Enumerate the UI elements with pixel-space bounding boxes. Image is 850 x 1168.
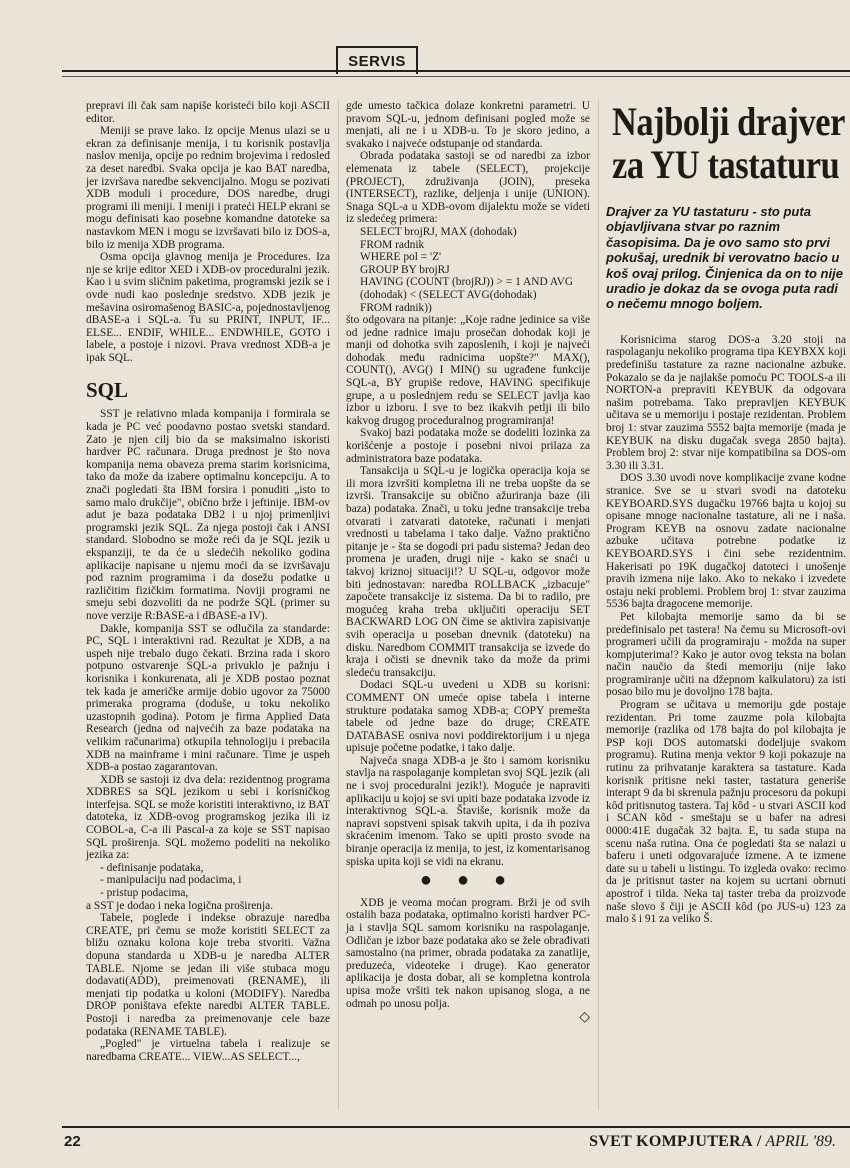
paragraph: Korisnicima starog DOS-a 3.20 stoji na raspolaganju nekoliko programa tipa KEYBXX koji predefinišu tastature za razne nacionalne azbuke. Pokazalo se da je najlakše pomoću PC TOOLS-a ili NORTON-a prepraviti KEYBUK da odgovara našim potrebama. Tako prepravljen KEYBUK učitava se u memoriju i postaje rezidentan. Problem broj 1: stvar zauzima 5552 bajta memorije (mada je KEYBUK na disku dugačak svega 2850 bajta). Problem broj 2: stvar nije kompatibilna sa DOS-om 3.30 ili 3.31. bbox=[606, 333, 846, 472]
paragraph: gde umesto tačkica dolaze konkretni parametri. U pravom SQL-u, jednom definisani pogled može se menjati, ali ne i u XDB-u. To je skoro jedino, a svakako i najveće odstupanje od standarda. bbox=[346, 100, 590, 150]
list-item: - definisanje podataka, bbox=[100, 861, 204, 874]
column-2 bbox=[346, 100, 590, 1025]
paragraph: Najveća snaga XDB-a je što i samom korisniku stavlja na raspolaganje kompletan svoj SQL jezik (ali ne i svoj proceduralni jezik!). Moguće je napraviti aplikaciju u kojoj se svi upiti baze podataka izvode iz interaktivnog SQL-a. Štaviše, korisnik može da napravi sopstveni spisak takvih upita, i da ih poziva skraćenim imenom. Tako se upiti prosto svode na biranje operacija iz menija, to jest, iz komentarisanog spiska upita koji se vidi na ekranu. bbox=[346, 754, 590, 868]
footer-separator: / bbox=[752, 1133, 766, 1150]
paragraph: Pet kilobajta memorije samo da bi se predefinisalo pet tastera! Na čemu su Microsoft-ovi programeri učili da programiraju - možda na super kompjuterima!? Kako je autor ovog teksta na bolan način naučio da štedi memoriju (nije lako programiranje učiti na džepnom kalkulatoru) za isti posao bilo mu je dovoljno 178 bajta. bbox=[606, 610, 846, 699]
paragraph: „Pogled" je virtuelna tabela i realizuje se naredbama CREATE... VIEW...AS SELECT..., bbox=[86, 1038, 330, 1063]
code-line: GROUP BY brojRJ bbox=[360, 263, 450, 276]
list-item: - pristup podacima, bbox=[100, 887, 189, 900]
bottom-rule bbox=[62, 1126, 850, 1128]
publication-name: SVET KOMPJUTERA bbox=[589, 1133, 753, 1150]
column-3 bbox=[606, 100, 846, 926]
paragraph: SST je relativno mlada kompanija i formirala se kada je PC već poodavno postao svetski standard. Zato je njen cilj bio da se maksimalno iskoristi hardver PC računara. Druga prednost je što nova kompanija nema obaveza prema starim korisnicima, tako da može da izabere optimalnu koncepciju. A to znači pogledati šta IBM forsira i ponuditi „isto to samo malo drukčije", obično brže i jeftinije. IBM-ov adut je baza podataka DB2 i u njoj primenljivi programski jezik SQL. Za njega postoji čak i ANSI standard. Slobodno se može reći da je SQL jezik u ekspanziji, te da će u sledećih nekoliko godina aplikacije napisane u njemu moći da se izvršavaju pod raznim programima i da dosežu podatke u različitim fizičkim formatima. Noviji programi ne smeju sebi dozvoliti da ne podrže SQL (primer su nove verzije R:BASE-a i dBASE-a IV). bbox=[86, 408, 330, 622]
paragraph: a SST je dodao i neka logična proširenja. bbox=[86, 899, 274, 912]
section-heading-sql: SQL bbox=[86, 378, 129, 403]
paragraph: Svakoj bazi podataka može se dodeliti lozinka za korišćenje a postoje i posebni nivoi prilaza za administratora baze podataka. bbox=[346, 427, 590, 465]
paragraph: XDB je veoma moćan program. Brži je od svih ostalih baza podataka, optimalno koristi hardver PC-ja i stavlja SQL samom korisniku na raspolaganje. Odličan je izbor baze podataka ako se žele obrađivati samostalno (na primer, obrada podataka za zanatlije, preduzeća, videoteke i druge). Kao generator aplikacija je dosta dobar, ali se kompletna kontrola upisa može vršiti tek nakon upisanog sloga, a ne odmah po unosu polja. bbox=[346, 896, 590, 1010]
paragraph: Tabele, poglede i indekse obrazuje naredba CREATE, pri čemu se može koristiti SELECT za bližu oznaku kolona koje treba stvoriti. Važna dopuna standarda u XDB-u je naredba ALTER TABLE. Njome se jedan ili više stubaca mogu dodavati(ADD), preimenovati (RENAME), ili menjati tip podatka u koloni (MODIFY). Naredba DROP poništava efekte naredbi ALTER TABLE. Postoji i naredba za preimenovanje cele baze podataka (RENAME TABLE). bbox=[86, 912, 330, 1038]
section-break-dots: ● ● ● bbox=[419, 869, 517, 892]
issue-date: APRIL '89. bbox=[765, 1133, 836, 1150]
article-lead: Drajver za YU tastaturu - sto puta objavljivana stvar po raznim časopisima. Da je ovo samo sto prvi pokušaj, urednik bi verovatno bacio u koš ovaj prilog. Činjenica da on to nije uradio je dokaz da se ovoga puta radi o nečemu mnogo boljem. bbox=[606, 204, 843, 312]
paragraph: Osma opcija glavnog menija je Procedures. Iza nje se krije editor XED i XDB-ov proceduralni jezik. Kao i u svim sličnim paketima, programski jezik se i ovde nudi kao poslednje sredstvo. XDB jezik je mešavina osiromašenog BASIC-a, pojednostavljenog dBASE-a i SQL-a. Tu su PRINT, INPUT, IF... ELSE... ENDIF, WHILE... ENDWHILE, GOTO i labele, a postoje i nizovi. Prava vrednost XDB-a je ipak SQL. bbox=[86, 251, 330, 364]
paragraph: prepravi ili čak sam napiše koristeći bilo koji ASCII editor. bbox=[86, 100, 330, 125]
paragraph: XDB se sastoji iz dva dela: rezidentnog programa XDBRES sa SQL jezikom u sebi i korisničkog interfejsa. SQL se može koristiti interaktivno, iz BAT datoteka, iz XDB-ovog programskog jezika ili iz COBOL-a, C-a ili Pascal-a za koje se SST napisao SQL proširenja. SQL možemo podeliti na nekoliko jezika za: bbox=[86, 773, 330, 862]
paragraph: Dakle, kompanija SST se odlučila za standarde: PC, SQL i interaktivni rad. Rezultat je XDB, a na uspeh nije trebalo dugo čekati. Brzina rada i skoro potpuno ostvarenje SQL-a privuklo je pažnju i korisnika i konkurenata, ali je XDB postao poznat tek kada je američke armije dobio ugovor za 75000 primeraka programa (doduše, u toku nekoliko uzastopnih godina). Potom je firma Applied Data Research (jedna od najvećih za baze podataka na velikim računarima) otkupila tehnologiju i prebacila XDB na mainframe i mini računare. Time je uspeh XDB-a postao zagarantovan. bbox=[86, 622, 330, 774]
paragraph: Meniji se prave lako. Iz opcije Menus ulazi se u ekran za definisanje menija, i tu korisnik postavlja naslov menija, opcije po rednim brojevima i redosled za deset naredbi. Svaka opcija je kao BAT naredba, jer izvršava naredbe sekvencijalno. Mogu se pozivati XDB moduli i procedure, DOS naredbe, drugi programi ili meniji. I meniji i prateći HELP ekrani se mogu definisati kao posebne komandne datoteke sa nastavkom MEN i mogu se izvršavati bilo iz DOS-a, bilo iz menija XDB programa. bbox=[86, 125, 330, 251]
code-line: (dohodak) < (SELECT AVG(dohodak) bbox=[360, 288, 537, 301]
top-rule bbox=[62, 70, 850, 72]
sql-language-list bbox=[100, 862, 330, 900]
paragraph: DOS 3.30 uvodi nove komplikacije zvane kodne stranice. Sve se u stvari svodi na datoteku KEYBOARD.SYS dugačku 19766 bajta u kojoj su opisane mnoge nacionalne tastature, ali ne i naša. Program KEYB na osnovu zadate nacionalne azbuke učitava potrebne podatke iz KEYBOARD.SYS i čini sebe rezidentnim. Hakerisati po 19K dugačkoj datoteci i unošenje pravih izmena nije lako. Ako to nekako i izvedete ostaju neki problemi. Problem broj 1: stvar zauzima 5536 bajta dragocene memorije. bbox=[606, 472, 846, 611]
column-1 bbox=[86, 100, 330, 1063]
code-line: HAVING (COUNT (brojRJ)) > = 1 AND AVG bbox=[360, 276, 574, 289]
paragraph: Tansakcija u SQL-u je logička operacija koja se ili mora izvršiti kompletna ili ne treba uopšte da se izvrši. Transakcije su obično ažuriranja baze (ili baza) podataka. Znači, u toku jedne transakcije treba otvarati i zatvarati datoteke, računati i menjati vrednosti u tabelama i tako dalje. Važno praktično pitanje je - šta se dogodi pri padu sistema? Jedan deo promena je urađen, drugi nije - kako se snaći u takvoj kriznoj situaciji!? U SQL-u, odgovor može biti jednostavan: naredba ROLLBACK „izbacuje" započete transakcije iz sistema. Da bi to radilo, pre mogućeg kraha treba uključiti operaciju SET BACKWARD LOG ON čime se aktivira zapisivanje svih operacija u poseban dnevnik (datoteku) na disku. Naredbom COMMIT transakcija se izvede do kraja i očisti se dnevnik tako da može da primi sledeću transakciju. bbox=[346, 465, 590, 679]
code-line: WHERE pol = 'Z' bbox=[360, 251, 442, 264]
code-line: FROM radnik)) bbox=[360, 301, 432, 314]
paragraph: Obrada podataka sastoji se od naredbi za izbor elemenata iz tabele (SELECT), projekcije (PROJECT), združivanja (JOIN), preseka (INTERSECT), razlike, deljenja i unije (UNION). Snaga SQL-a u XDB-ovom dijalektu može se videti iz sledećeg primera: bbox=[346, 150, 590, 226]
top-rule-thin bbox=[62, 76, 850, 77]
paragraph: što odgovara na pitanje: „Koje radne jedinice sa više od jedne radnice imaju prosečan dohodak koji je manji od dohotka svih zaposlenih, i koji je najveći dohodak među radnicima uopšte?" MAX(), COUNT(), AVG() I MIN() su ugrađene funkcije SQL-a, BY grupiše redove, HAVING specifikuje grupe, a u poslednjem redu se SELECT javlja kao izbor u izboru. I sve to bez ikakvih petlji ili bilo kakvog drugog proceduralnog programiranja! bbox=[346, 314, 590, 427]
paragraph: Program se učitava u memoriju gde postaje rezidentan. Pri tome zauzme pola kilobajta memorije (razlika od 178 bajta do pol kilobajta je PSP koji DOS automatski dodeljuje svakom programu). Rutina menja vektor 9 koji pokazuje na rutinu za prihvatanje karaktera sa tastature. Kada korisnik pritisne neki taster, tastatura generiše interapt 9 da bi skrenula pažnju procesoru da pokupi kôd pritisnutog tastera. Taj kôd - u stvari ASCII kod i SCAN kôd - smeštaju se u bafer na adresi 0000:41E dugačak 32 bajta. E, tu sada stupa na scenu naša rutina. Ona će pogledati šta se nalazi u baferu i uneti odgovarajuće izmene. A te izmene date su u tabeli u listingu. To izgleda ovako: recimo da je pritisnut taster na kojem su ucrtani obrnuti apostrof i tilda. Neka taj taster treba da proizvode naše slovo š čiji je ASCII kôd (po JUS-u) 123 za malo š i 91 za veliko Š. bbox=[606, 699, 846, 926]
section-tab: SERVIS bbox=[336, 46, 418, 74]
code-line: SELECT brojRJ, MAX (dohodak) bbox=[360, 225, 517, 238]
end-of-article-mark: ◇ bbox=[579, 1010, 590, 1026]
code-line: FROM radnik bbox=[360, 238, 425, 251]
article-headline: Najbolji drajver za YU tastaturu bbox=[612, 99, 845, 187]
page-number: 22 bbox=[64, 1133, 81, 1150]
list-item: - manipulaciju nad podacima, i bbox=[100, 874, 242, 887]
column-divider bbox=[598, 100, 599, 1110]
sql-code-example bbox=[360, 226, 590, 314]
paragraph: Dodaci SQL-u uvedeni u XDB su korisni: COMMENT ON umeće opise tabela i interne strukture podataka samog XDB-a; COPY premešta tabele od jedne baze do druge; CREATE DATABASE osniva novi poddirektorijum i u njega upisuje početne podatke, i tako dalje. bbox=[346, 679, 590, 755]
column-divider bbox=[338, 100, 339, 1110]
page-footer bbox=[589, 1133, 836, 1151]
